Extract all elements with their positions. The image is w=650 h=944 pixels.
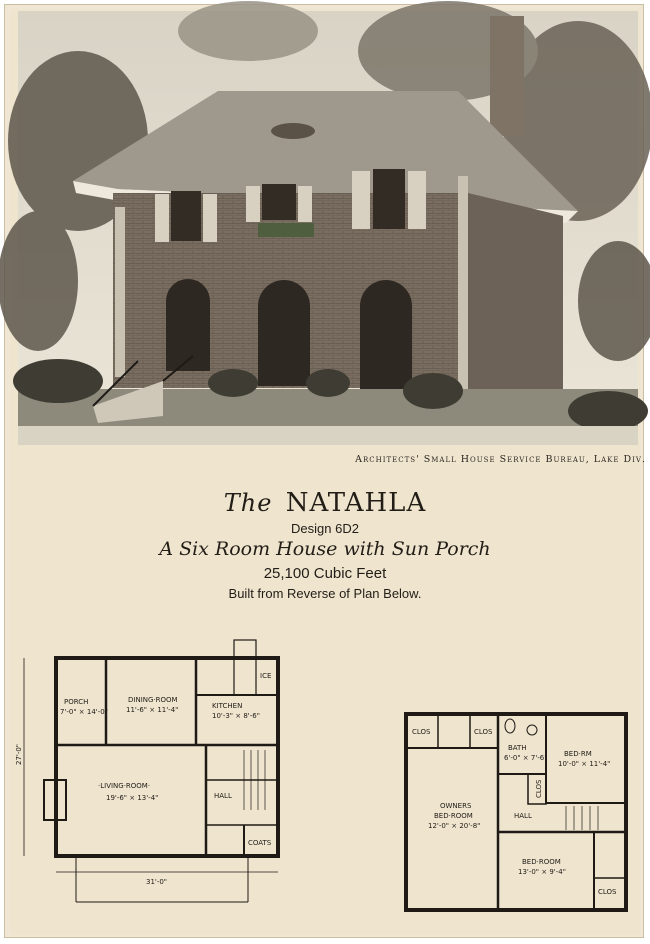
plan-note: Built from Reverse of Plan Below.: [228, 586, 422, 601]
chimney: [490, 16, 524, 136]
porch-dim: 7'-0" × 14'-0": [60, 708, 108, 716]
hall-label: HALL: [514, 812, 532, 820]
ice-label: ICE: [260, 672, 272, 680]
kitchen-label: KITCHEN: [212, 702, 243, 710]
bedrm-dim: 10'-0" × 11'-4": [558, 760, 611, 768]
bedrm-label: BED·RM: [564, 750, 592, 758]
house-title: [0, 488, 650, 518]
closet-label-3: CLOS: [535, 779, 543, 798]
porch-label: PORCH: [64, 698, 89, 706]
dining-label: DINING·ROOM: [128, 696, 178, 704]
owners-label-2: BED·ROOM: [434, 812, 473, 820]
bath-dim: 6'-0" × 7'-6": [504, 754, 548, 762]
closet-label-4: CLOS: [598, 888, 617, 896]
cubic-feet: 25,100 Cubic Feet: [263, 565, 387, 582]
bedroom-dim: 13'-0" × 9'-4": [518, 868, 566, 876]
hall-label: HALL: [214, 792, 232, 800]
kitchen-dim: 10'-3" × 8'-6": [212, 712, 260, 720]
bedroom-label: BED·ROOM: [522, 858, 561, 866]
bath-label: BATH: [508, 744, 527, 752]
closet-label-2: CLOS: [474, 728, 493, 736]
coats-label: COATS: [248, 839, 272, 847]
first-floor-plan: [16, 640, 298, 916]
width-dim: 31'-0": [146, 878, 168, 886]
living-label: ·LIVING·ROOM·: [98, 782, 151, 790]
title-block: [0, 488, 650, 601]
depth-dim: 27'-0": [15, 743, 23, 765]
dining-dim: 11'-6" × 11'-4": [126, 706, 179, 714]
closet-label-1: CLOS: [412, 728, 431, 736]
house-photo: [18, 11, 638, 445]
owners-label: OWNERS: [440, 802, 472, 810]
second-floor-plan: [398, 708, 632, 922]
photo-caption: Architects' Small House Service Bureau, Lake Div.: [355, 454, 646, 465]
title-prefix: The: [223, 489, 273, 517]
house-name: NATAHLA: [285, 488, 427, 518]
design-number: Design 6D2: [291, 521, 359, 536]
house-subtitle: A Six Room House with Sun Porch: [159, 538, 491, 560]
living-dim: 19'-6" × 13'-4": [106, 794, 159, 802]
owners-dim: 12'-0" × 20'-8": [428, 822, 481, 830]
